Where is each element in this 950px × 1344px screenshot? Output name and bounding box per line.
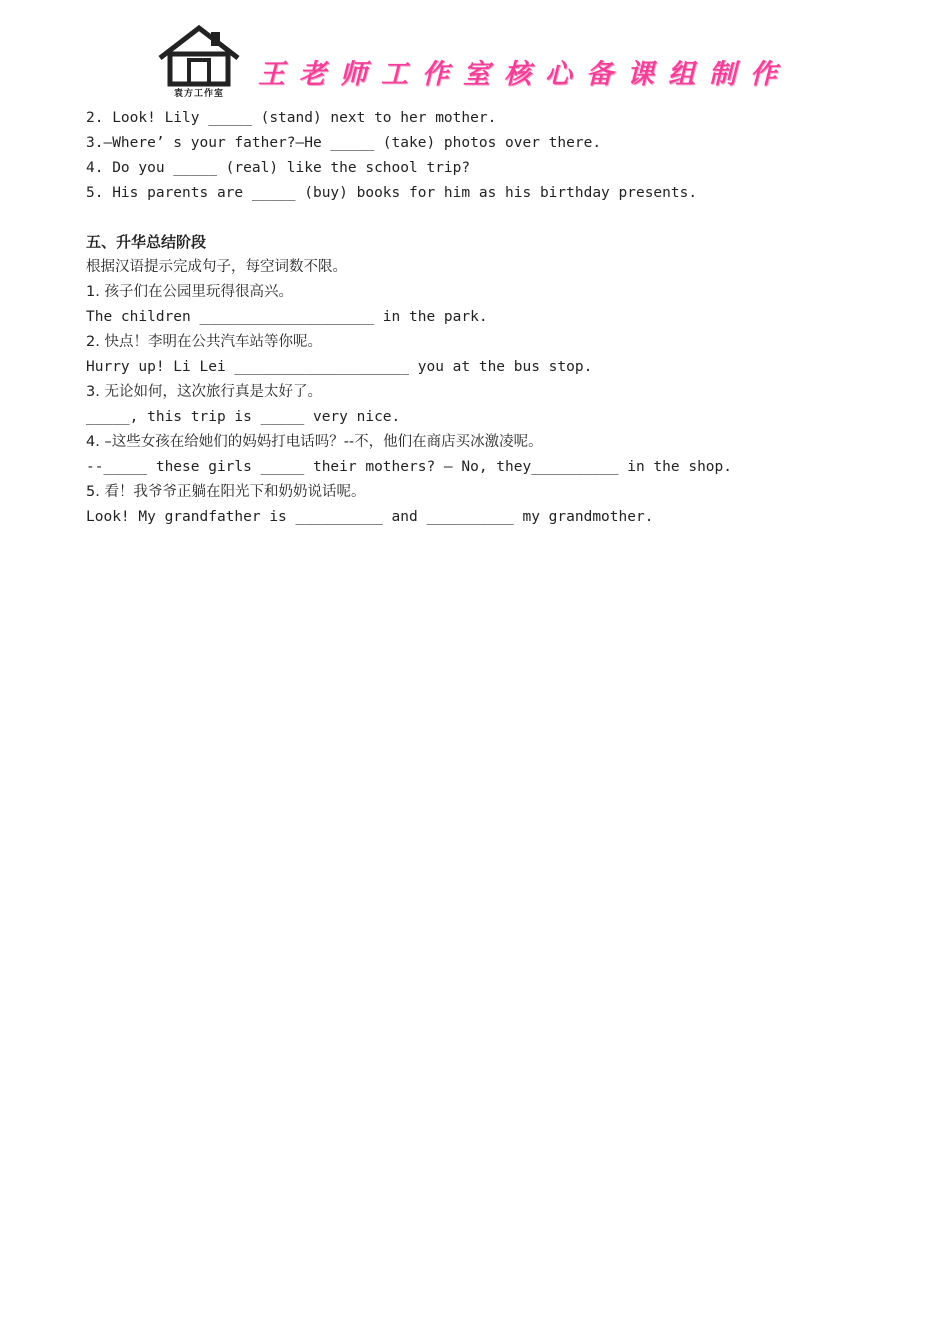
exercise-line: 3.—Where’ s your father?—He _____ (take) photos over there.	[86, 135, 602, 151]
question-english: Hurry up! Li Lei ____________________ you at the bus stop.	[86, 359, 593, 375]
question-chinese: 2. 快点！李明在公共汽车站等你呢。	[86, 334, 322, 350]
question-english: The children ____________________ in the park.	[86, 309, 488, 325]
question-chinese: 4. –这些女孩在给她们的妈妈打电话吗？--不，他们在商店买冰激凌呢。	[86, 434, 543, 450]
logo-caption: 袁方工作室	[173, 89, 224, 99]
section-heading: 五、升华总结阶段	[86, 233, 207, 251]
exercise-line: 2. Look! Lily _____ (stand) next to her mother.	[86, 110, 497, 126]
worksheet-content	[86, 106, 886, 530]
question-english: --_____ these girls _____ their mothers? – No, they__________ in the shop.	[86, 459, 733, 475]
exercise-line: 4. Do you _____ (real) like the school trip?	[86, 160, 471, 176]
section-spacer	[86, 206, 886, 230]
question-chinese: 3. 无论如何，这次旅行真是太好了。	[86, 384, 322, 400]
question-chinese: 1. 孩子们在公园里玩得很高兴。	[86, 284, 293, 300]
question-english: _____, this trip is _____ very nice.	[86, 409, 401, 425]
studio-banner: 王老师工作室核心备课组制作	[258, 59, 791, 90]
exercise-line: 5. His parents are _____ (buy) books for him as his birthday presents.	[86, 185, 698, 201]
question-chinese: 5. 看！我爷爷正躺在阳光下和奶奶说话呢。	[86, 484, 366, 500]
question-english: Look! My grandfather is __________ and __________ my grandmother.	[86, 509, 654, 525]
section-instruction: 根据汉语提示完成句子，每空词数不限。	[86, 259, 347, 275]
